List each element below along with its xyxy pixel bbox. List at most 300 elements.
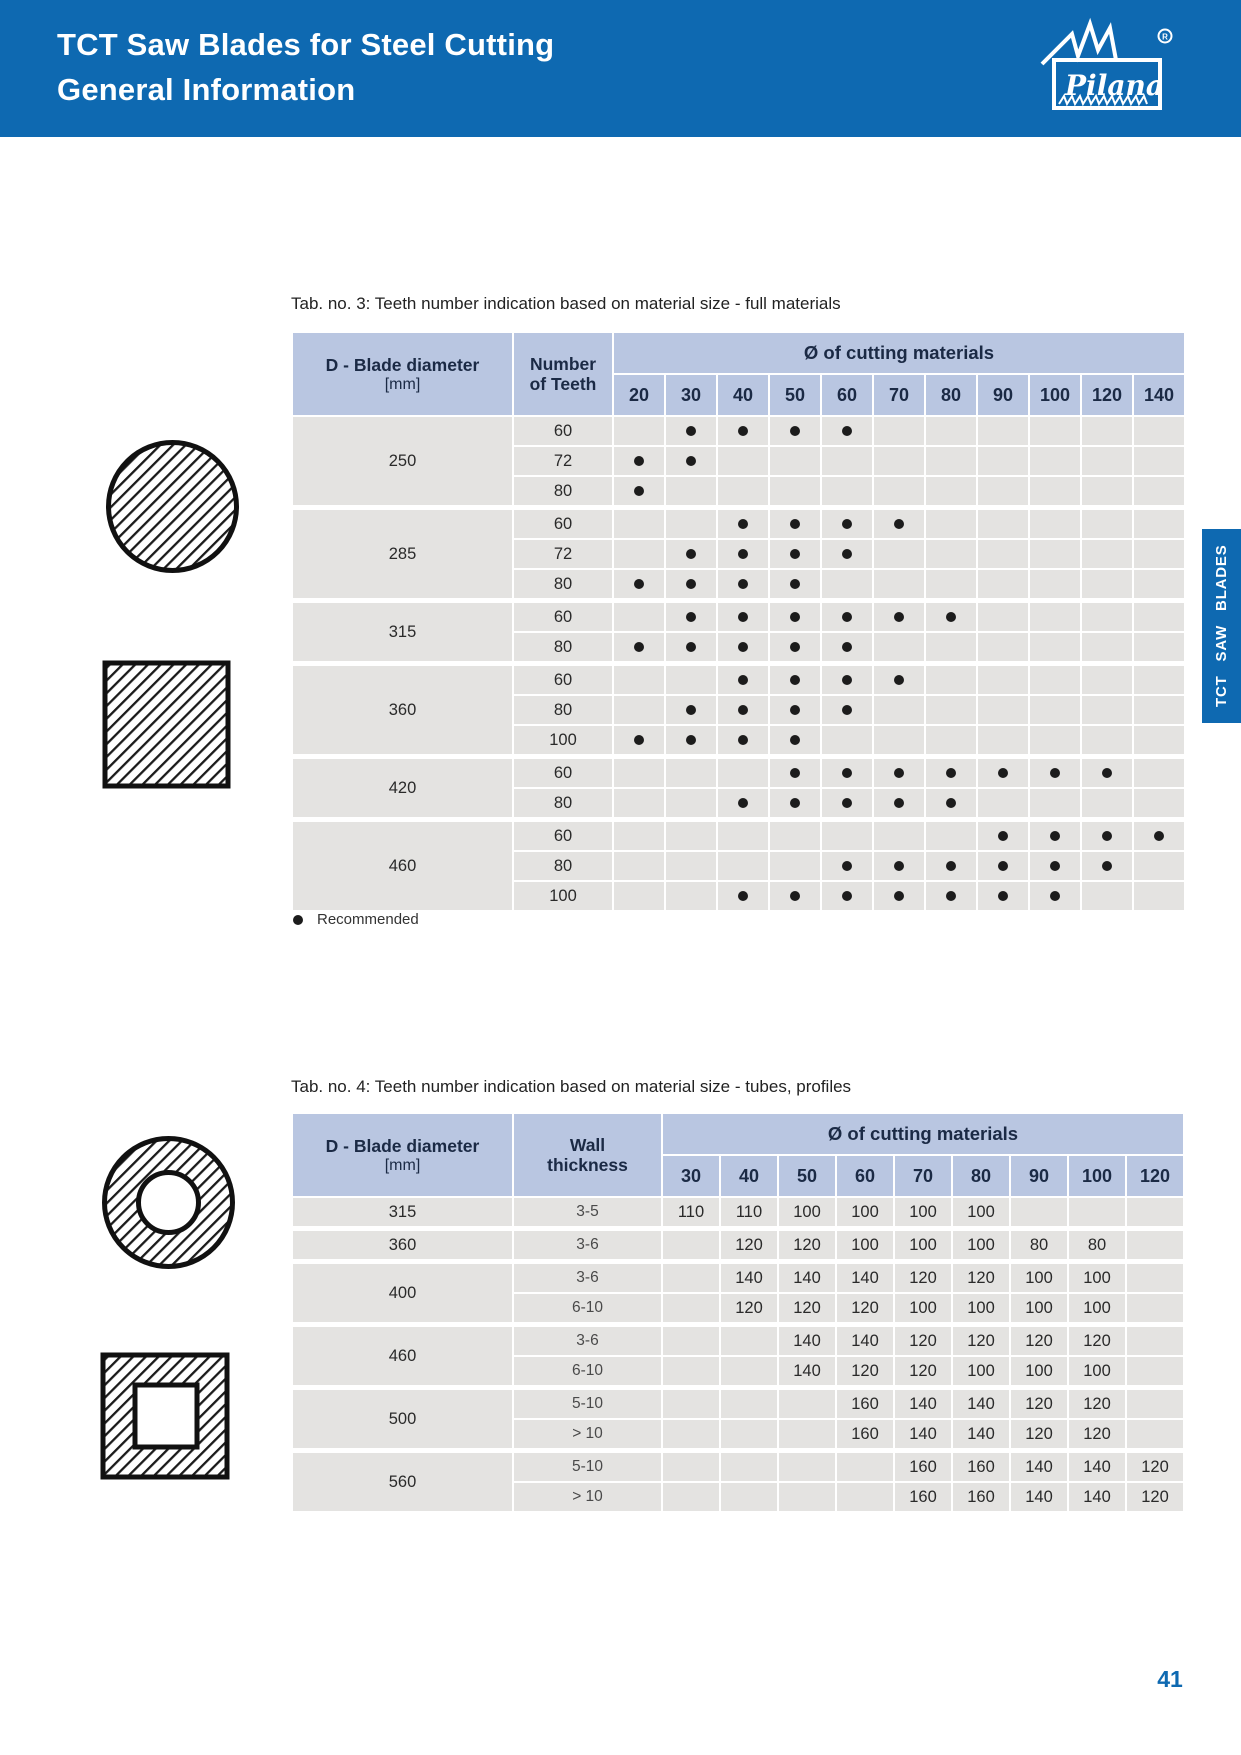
recommended-dot <box>790 642 800 652</box>
recommended-dot <box>790 519 800 529</box>
wall-thickness-cell: 5-10 <box>514 1450 661 1481</box>
dot-cell <box>666 696 716 724</box>
teeth-value-cell <box>779 1387 835 1418</box>
cutting-materials-header: Ø of cutting materials <box>663 1114 1183 1154</box>
teeth-value-cell <box>1127 1294 1183 1322</box>
dot-cell <box>978 726 1028 754</box>
blade-diameter-cell: 250 <box>293 417 512 505</box>
dot-cell <box>874 570 924 598</box>
blade-diameter-cell: 285 <box>293 507 512 598</box>
recommended-dot-icon <box>293 915 303 925</box>
svg-text:Pilana: Pilana <box>1065 69 1164 102</box>
dot-cell <box>822 507 872 538</box>
blade-diameter-cell: 315 <box>293 1198 512 1226</box>
dot-cell <box>718 477 768 505</box>
dot-cell <box>822 663 872 694</box>
recommended-dot <box>738 549 748 559</box>
dot-cell <box>1030 882 1080 910</box>
dot-cell <box>926 417 976 445</box>
dot-cell <box>666 756 716 787</box>
teeth-value-cell: 120 <box>1127 1483 1183 1511</box>
dot-cell <box>1030 417 1080 445</box>
teeth-value-cell <box>1127 1420 1183 1448</box>
recommended-dot <box>790 705 800 715</box>
dot-cell <box>718 726 768 754</box>
dot-cell <box>926 600 976 631</box>
dot-cell <box>718 882 768 910</box>
dot-cell <box>978 852 1028 880</box>
recommended-dot <box>790 675 800 685</box>
dot-cell <box>614 882 664 910</box>
dot-cell <box>926 882 976 910</box>
material-size-header: 90 <box>978 375 1028 415</box>
dot-cell <box>1082 696 1132 724</box>
table-row <box>293 756 1184 787</box>
dot-cell <box>822 417 872 445</box>
material-size-header: 120 <box>1127 1156 1183 1196</box>
teeth-value-cell: 120 <box>1127 1450 1183 1481</box>
teeth-value-cell: 80 <box>1011 1228 1067 1259</box>
teeth-value-cell: 120 <box>895 1324 951 1355</box>
teeth-value-cell <box>1127 1198 1183 1226</box>
dot-cell <box>666 540 716 568</box>
teeth-value-cell <box>837 1450 893 1481</box>
recommended-dot <box>686 642 696 652</box>
dot-cell <box>1134 663 1184 694</box>
teeth-value-cell: 100 <box>779 1198 835 1226</box>
teeth-count-cell: 80 <box>514 570 612 598</box>
teeth-value-cell <box>1011 1198 1067 1226</box>
teeth-value-cell <box>779 1420 835 1448</box>
dot-cell <box>1082 789 1132 817</box>
dot-cell <box>770 570 820 598</box>
table-row <box>293 1450 1183 1481</box>
blade-diameter-cell: 360 <box>293 1228 512 1259</box>
dot-cell <box>770 477 820 505</box>
dot-cell <box>1082 663 1132 694</box>
dot-cell <box>926 663 976 694</box>
dot-cell <box>822 633 872 661</box>
dot-cell <box>874 540 924 568</box>
blade-diameter-cell: 400 <box>293 1261 512 1322</box>
dot-cell <box>770 600 820 631</box>
recommended-dot <box>894 612 904 622</box>
recommended-dot <box>998 831 1008 841</box>
dot-cell <box>874 819 924 850</box>
dot-cell <box>1030 726 1080 754</box>
dot-cell <box>874 600 924 631</box>
recommended-dot <box>738 426 748 436</box>
teeth-value-cell: 120 <box>1069 1387 1125 1418</box>
pilana-logo-icon <box>1028 14 1173 124</box>
legend-label: Recommended <box>317 911 419 928</box>
wall-thickness-cell: 6-10 <box>514 1357 661 1385</box>
dot-cell <box>1030 696 1080 724</box>
teeth-value-cell: 140 <box>953 1420 1009 1448</box>
teeth-value-cell: 110 <box>721 1198 777 1226</box>
wall-thickness-column-header: Wall thickness <box>514 1114 661 1196</box>
recommended-dot <box>738 519 748 529</box>
teeth-count-cell: 72 <box>514 540 612 568</box>
teeth-value-cell <box>663 1450 719 1481</box>
tube-icon <box>99 1133 238 1272</box>
dot-cell <box>926 726 976 754</box>
square-bar-icon <box>101 659 232 790</box>
dot-cell <box>978 663 1028 694</box>
teeth-value-cell <box>837 1483 893 1511</box>
teeth-value-cell: 140 <box>779 1261 835 1292</box>
dot-cell <box>822 882 872 910</box>
teeth-value-cell: 120 <box>1069 1324 1125 1355</box>
recommended-dot <box>998 768 1008 778</box>
dot-cell <box>614 696 664 724</box>
teeth-value-cell <box>721 1483 777 1511</box>
material-size-header: 80 <box>953 1156 1009 1196</box>
dot-cell <box>614 663 664 694</box>
material-size-header: 40 <box>721 1156 777 1196</box>
recommended-dot <box>686 612 696 622</box>
teeth-value-cell: 120 <box>1069 1420 1125 1448</box>
recommended-dot <box>842 519 852 529</box>
teeth-value-cell: 100 <box>1069 1357 1125 1385</box>
recommended-dot <box>738 642 748 652</box>
dot-cell <box>874 447 924 475</box>
teeth-value-cell: 120 <box>953 1324 1009 1355</box>
dot-cell <box>1134 447 1184 475</box>
teeth-value-cell: 120 <box>779 1294 835 1322</box>
dot-cell <box>770 663 820 694</box>
dot-cell <box>1030 756 1080 787</box>
recommended-dot <box>842 768 852 778</box>
dot-cell <box>1030 447 1080 475</box>
dot-cell <box>1134 507 1184 538</box>
dot-cell <box>1082 600 1132 631</box>
teeth-count-cell: 60 <box>514 663 612 694</box>
wall-thickness-cell: 3-5 <box>514 1198 661 1226</box>
teeth-value-cell <box>721 1420 777 1448</box>
dot-cell <box>822 696 872 724</box>
teeth-value-cell <box>1127 1261 1183 1292</box>
recommended-dot <box>894 798 904 808</box>
material-size-header: 100 <box>1069 1156 1125 1196</box>
teeth-value-cell: 140 <box>1069 1450 1125 1481</box>
dot-cell <box>770 882 820 910</box>
page-number: 41 <box>1157 1666 1183 1692</box>
dot-cell <box>978 477 1028 505</box>
dot-cell <box>614 477 664 505</box>
teeth-value-cell <box>779 1483 835 1511</box>
dot-cell <box>822 570 872 598</box>
dot-cell <box>1134 477 1184 505</box>
blade-diameter-cell: 420 <box>293 756 512 817</box>
teeth-value-cell: 120 <box>895 1261 951 1292</box>
teeth-value-cell <box>721 1387 777 1418</box>
teeth-count-cell: 100 <box>514 882 612 910</box>
dot-cell <box>770 696 820 724</box>
wall-thickness-cell: 5-10 <box>514 1387 661 1418</box>
dot-cell <box>874 633 924 661</box>
teeth-value-cell: 110 <box>663 1198 719 1226</box>
blade-diameter-cell: 460 <box>293 819 512 910</box>
recommended-dot <box>946 861 956 871</box>
recommended-dot <box>738 612 748 622</box>
dot-cell <box>1030 819 1080 850</box>
teeth-value-cell <box>1069 1198 1125 1226</box>
teeth-count-cell: 72 <box>514 447 612 475</box>
dot-cell <box>1030 852 1080 880</box>
dot-cell <box>614 507 664 538</box>
teeth-value-cell <box>721 1450 777 1481</box>
recommended-dot <box>738 891 748 901</box>
teeth-value-cell: 160 <box>953 1450 1009 1481</box>
recommended-dot <box>1102 768 1112 778</box>
dot-cell <box>926 819 976 850</box>
wall-thickness-cell: > 10 <box>514 1483 661 1511</box>
dot-cell <box>874 477 924 505</box>
recommended-dot <box>894 768 904 778</box>
teeth-value-cell: 80 <box>1069 1228 1125 1259</box>
table-row <box>293 819 1184 850</box>
dot-cell <box>874 882 924 910</box>
dot-cell <box>874 789 924 817</box>
recommended-dot <box>1050 861 1060 871</box>
table-row <box>293 663 1184 694</box>
dot-cell <box>1082 756 1132 787</box>
dot-cell <box>1134 696 1184 724</box>
teeth-value-cell <box>663 1357 719 1385</box>
dot-cell <box>614 570 664 598</box>
dot-cell <box>718 696 768 724</box>
dot-cell <box>666 819 716 850</box>
teeth-value-cell: 100 <box>953 1294 1009 1322</box>
material-size-header: 50 <box>770 375 820 415</box>
dot-cell <box>718 417 768 445</box>
material-size-header: 80 <box>926 375 976 415</box>
teeth-value-cell: 100 <box>953 1357 1009 1385</box>
recommended-dot <box>790 426 800 436</box>
dot-cell <box>770 417 820 445</box>
recommended-dot <box>790 612 800 622</box>
dot-cell <box>822 447 872 475</box>
dot-cell <box>770 852 820 880</box>
recommended-dot <box>1154 831 1164 841</box>
material-size-header: 50 <box>779 1156 835 1196</box>
dot-cell <box>978 819 1028 850</box>
teeth-value-cell <box>663 1261 719 1292</box>
teeth-value-cell: 100 <box>1011 1294 1067 1322</box>
dot-cell <box>718 852 768 880</box>
dot-cell <box>874 852 924 880</box>
dot-cell <box>1030 540 1080 568</box>
dot-cell <box>978 756 1028 787</box>
dot-cell <box>926 447 976 475</box>
teeth-count-cell: 80 <box>514 477 612 505</box>
dot-cell <box>666 852 716 880</box>
dot-cell <box>666 633 716 661</box>
blade-diameter-cell: 460 <box>293 1324 512 1385</box>
teeth-value-cell: 100 <box>953 1198 1009 1226</box>
teeth-value-cell: 160 <box>953 1483 1009 1511</box>
teeth-value-cell: 160 <box>895 1483 951 1511</box>
recommended-dot <box>634 735 644 745</box>
dot-cell <box>978 696 1028 724</box>
material-size-header: 20 <box>614 375 664 415</box>
dot-cell <box>1082 570 1132 598</box>
teeth-value-cell: 100 <box>837 1228 893 1259</box>
dot-cell <box>718 570 768 598</box>
recommended-dot <box>894 675 904 685</box>
teeth-value-cell: 120 <box>837 1357 893 1385</box>
table-row <box>293 507 1184 538</box>
teeth-value-cell: 100 <box>1011 1357 1067 1385</box>
dot-cell <box>1134 633 1184 661</box>
blade-diameter-cell: 315 <box>293 600 512 661</box>
table-row <box>293 1261 1183 1292</box>
dot-cell <box>1082 477 1132 505</box>
page-title-line2: General Information <box>57 72 356 107</box>
teeth-value-cell: 140 <box>721 1261 777 1292</box>
teeth-value-cell <box>663 1228 719 1259</box>
dot-cell <box>718 819 768 850</box>
dot-cell <box>1030 570 1080 598</box>
profile-icon <box>99 1351 231 1481</box>
teeth-value-cell: 100 <box>895 1198 951 1226</box>
table-row <box>293 1198 1183 1226</box>
teeth-value-cell: 100 <box>895 1228 951 1259</box>
table-row <box>293 1387 1183 1418</box>
teeth-value-cell: 140 <box>779 1357 835 1385</box>
teeth-value-cell: 120 <box>721 1294 777 1322</box>
teeth-value-cell: 100 <box>1011 1261 1067 1292</box>
teeth-value-cell <box>779 1450 835 1481</box>
page-title-line1: TCT Saw Blades for Steel Cutting <box>57 27 555 62</box>
table-row <box>293 417 1184 445</box>
dot-cell <box>718 789 768 817</box>
teeth-count-cell: 60 <box>514 417 612 445</box>
dot-cell <box>978 507 1028 538</box>
dot-cell <box>666 447 716 475</box>
material-size-header: 40 <box>718 375 768 415</box>
teeth-value-cell: 140 <box>1011 1450 1067 1481</box>
teeth-value-cell: 100 <box>953 1228 1009 1259</box>
dot-cell <box>770 726 820 754</box>
dot-cell <box>666 570 716 598</box>
teeth-value-cell: 140 <box>895 1387 951 1418</box>
teeth-value-cell: 120 <box>895 1357 951 1385</box>
material-size-header: 60 <box>822 375 872 415</box>
dot-cell <box>614 540 664 568</box>
blade-diameter-cell: 500 <box>293 1387 512 1448</box>
dot-cell <box>874 507 924 538</box>
dot-cell <box>926 540 976 568</box>
dot-cell <box>926 696 976 724</box>
dot-cell <box>926 570 976 598</box>
wall-thickness-cell: 3-6 <box>514 1324 661 1355</box>
recommended-dot <box>634 642 644 652</box>
dot-cell <box>1030 600 1080 631</box>
dot-cell <box>1030 477 1080 505</box>
dot-cell <box>1082 819 1132 850</box>
recommended-dot <box>738 735 748 745</box>
teeth-value-cell <box>1127 1324 1183 1355</box>
recommended-dot <box>686 549 696 559</box>
dot-cell <box>978 447 1028 475</box>
recommended-dot <box>998 861 1008 871</box>
dot-cell <box>666 600 716 631</box>
wall-thickness-cell: 3-6 <box>514 1261 661 1292</box>
dot-cell <box>1134 882 1184 910</box>
teeth-value-cell <box>663 1483 719 1511</box>
teeth-value-cell: 140 <box>953 1387 1009 1418</box>
table-row <box>293 1228 1183 1259</box>
dot-cell <box>614 789 664 817</box>
svg-text:R: R <box>1162 32 1168 42</box>
dot-cell <box>1082 447 1132 475</box>
teeth-value-cell: 100 <box>1069 1261 1125 1292</box>
legend-recommended <box>293 911 419 928</box>
side-tab-tct-saw-blades: TCT SAW BLADES <box>1202 529 1241 723</box>
recommended-dot <box>842 612 852 622</box>
blade-diameter-cell: 560 <box>293 1450 512 1511</box>
diameter-column-header: D - Blade diameter [mm] <box>293 1114 512 1196</box>
recommended-dot <box>634 456 644 466</box>
recommended-dot <box>894 861 904 871</box>
dot-cell <box>614 819 664 850</box>
dot-cell <box>822 540 872 568</box>
dot-cell <box>614 417 664 445</box>
dot-cell <box>1030 663 1080 694</box>
teeth-value-cell: 100 <box>895 1294 951 1322</box>
teeth-count-cell: 100 <box>514 726 612 754</box>
wall-thickness-cell: > 10 <box>514 1420 661 1448</box>
dot-cell <box>770 507 820 538</box>
dot-cell <box>978 882 1028 910</box>
teeth-value-cell: 100 <box>837 1198 893 1226</box>
teeth-value-cell: 140 <box>837 1324 893 1355</box>
dot-cell <box>666 477 716 505</box>
dot-cell <box>1134 852 1184 880</box>
dot-cell <box>1082 882 1132 910</box>
dot-cell <box>874 696 924 724</box>
recommended-dot <box>1050 891 1060 901</box>
dot-cell <box>1134 789 1184 817</box>
dot-cell <box>874 663 924 694</box>
teeth-value-cell: 120 <box>953 1261 1009 1292</box>
page-title <box>57 22 554 112</box>
dot-cell <box>1082 540 1132 568</box>
dot-cell <box>822 819 872 850</box>
recommended-dot <box>1050 768 1060 778</box>
recommended-dot <box>790 549 800 559</box>
dot-cell <box>926 756 976 787</box>
dot-cell <box>822 477 872 505</box>
dot-cell <box>1030 507 1080 538</box>
dot-cell <box>718 447 768 475</box>
dot-cell <box>718 663 768 694</box>
dot-cell <box>1134 600 1184 631</box>
dot-cell <box>614 726 664 754</box>
dot-cell <box>666 789 716 817</box>
dot-cell <box>770 789 820 817</box>
material-size-header: 120 <box>1082 375 1132 415</box>
teeth-value-cell: 120 <box>1011 1324 1067 1355</box>
dot-cell <box>718 540 768 568</box>
dot-cell <box>770 819 820 850</box>
recommended-dot <box>790 579 800 589</box>
teeth-value-cell <box>721 1357 777 1385</box>
dot-cell <box>874 417 924 445</box>
dot-cell <box>1134 819 1184 850</box>
